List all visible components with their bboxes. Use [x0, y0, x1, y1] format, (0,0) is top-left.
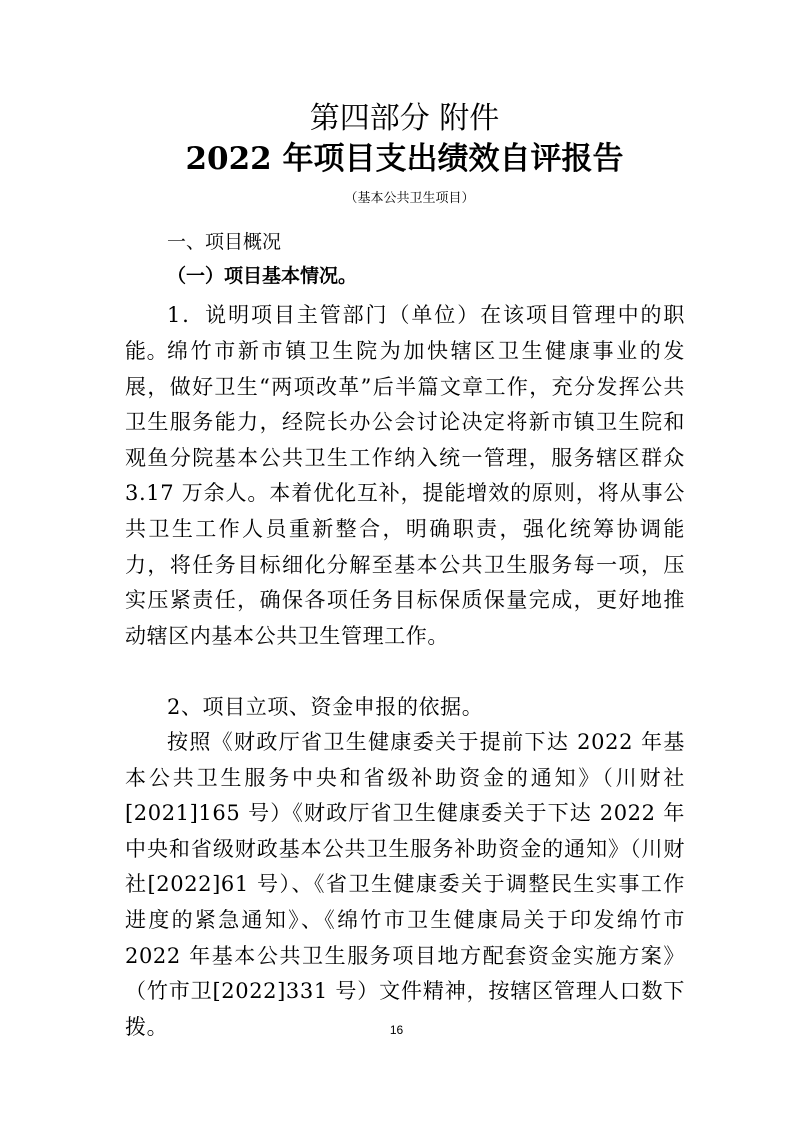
document-title-part: 第四部分 附件 — [309, 101, 500, 136]
page-number: 16 — [389, 1023, 404, 1037]
item2-heading — [125, 690, 685, 726]
item1-body-text: 绵竹市新市镇卫生院为加快辖区卫生健康事业的发展，做好卫生“两项改革”后半篇文章工作，充分发挥公共卫生服务能力，经院长办公会讨论决定将新市镇卫生院和观鱼分院基本公共卫生工作纳入统一管理，服务辖区群众 3.17 万余人。本着优化互补，提能增效的原则，将从事公共卫生工作人员重新整合，明确职责，强化统筹协调能力，将任务目标细化分解至基本公共卫生服务每一项，压实压紧责任，确保各项任务目标保质保量完成，更好地推动辖区内基本公共卫生管理工作。 — [125, 339, 685, 648]
item1-heading-text: 1．说明项目主管部门（单位）在该项目管理中的职能。 — [125, 303, 685, 363]
item2-body — [125, 725, 685, 1045]
subsection-heading-basic-info: （一）项目基本情况。 — [167, 265, 358, 287]
item1-body — [125, 334, 685, 654]
item2-heading-text: 2、项目立项、资金申报的依据。 — [167, 695, 484, 719]
document-title: 2022 年项目支出绩效自评报告 — [185, 141, 624, 177]
document-subtitle: （基本公共卫生项目） — [344, 191, 475, 206]
item2-body-text: 按照《财政厅省卫生健康委关于提前下达 2022 年基本公共卫生服务中央和省级补助资金的通知》（川财社[2021]165 号）《财政厅省卫生健康委关于下达 2022 年中央和省级财政基本公共卫生服务补助资金的通知》（川财社[2022]61 号）、《省卫生健康委关于调整民生实事工作进度的紧急通知》、《绵竹市卫生健康局关于印发绵竹市 2022 年基本公共卫生服务项目地方配套资金实施方案》（竹市卫[2022]331 号）文件精神，按辖区管理人口数下拨。 — [125, 730, 685, 1039]
section-heading-project-overview: 一、项目概况 — [167, 231, 282, 253]
